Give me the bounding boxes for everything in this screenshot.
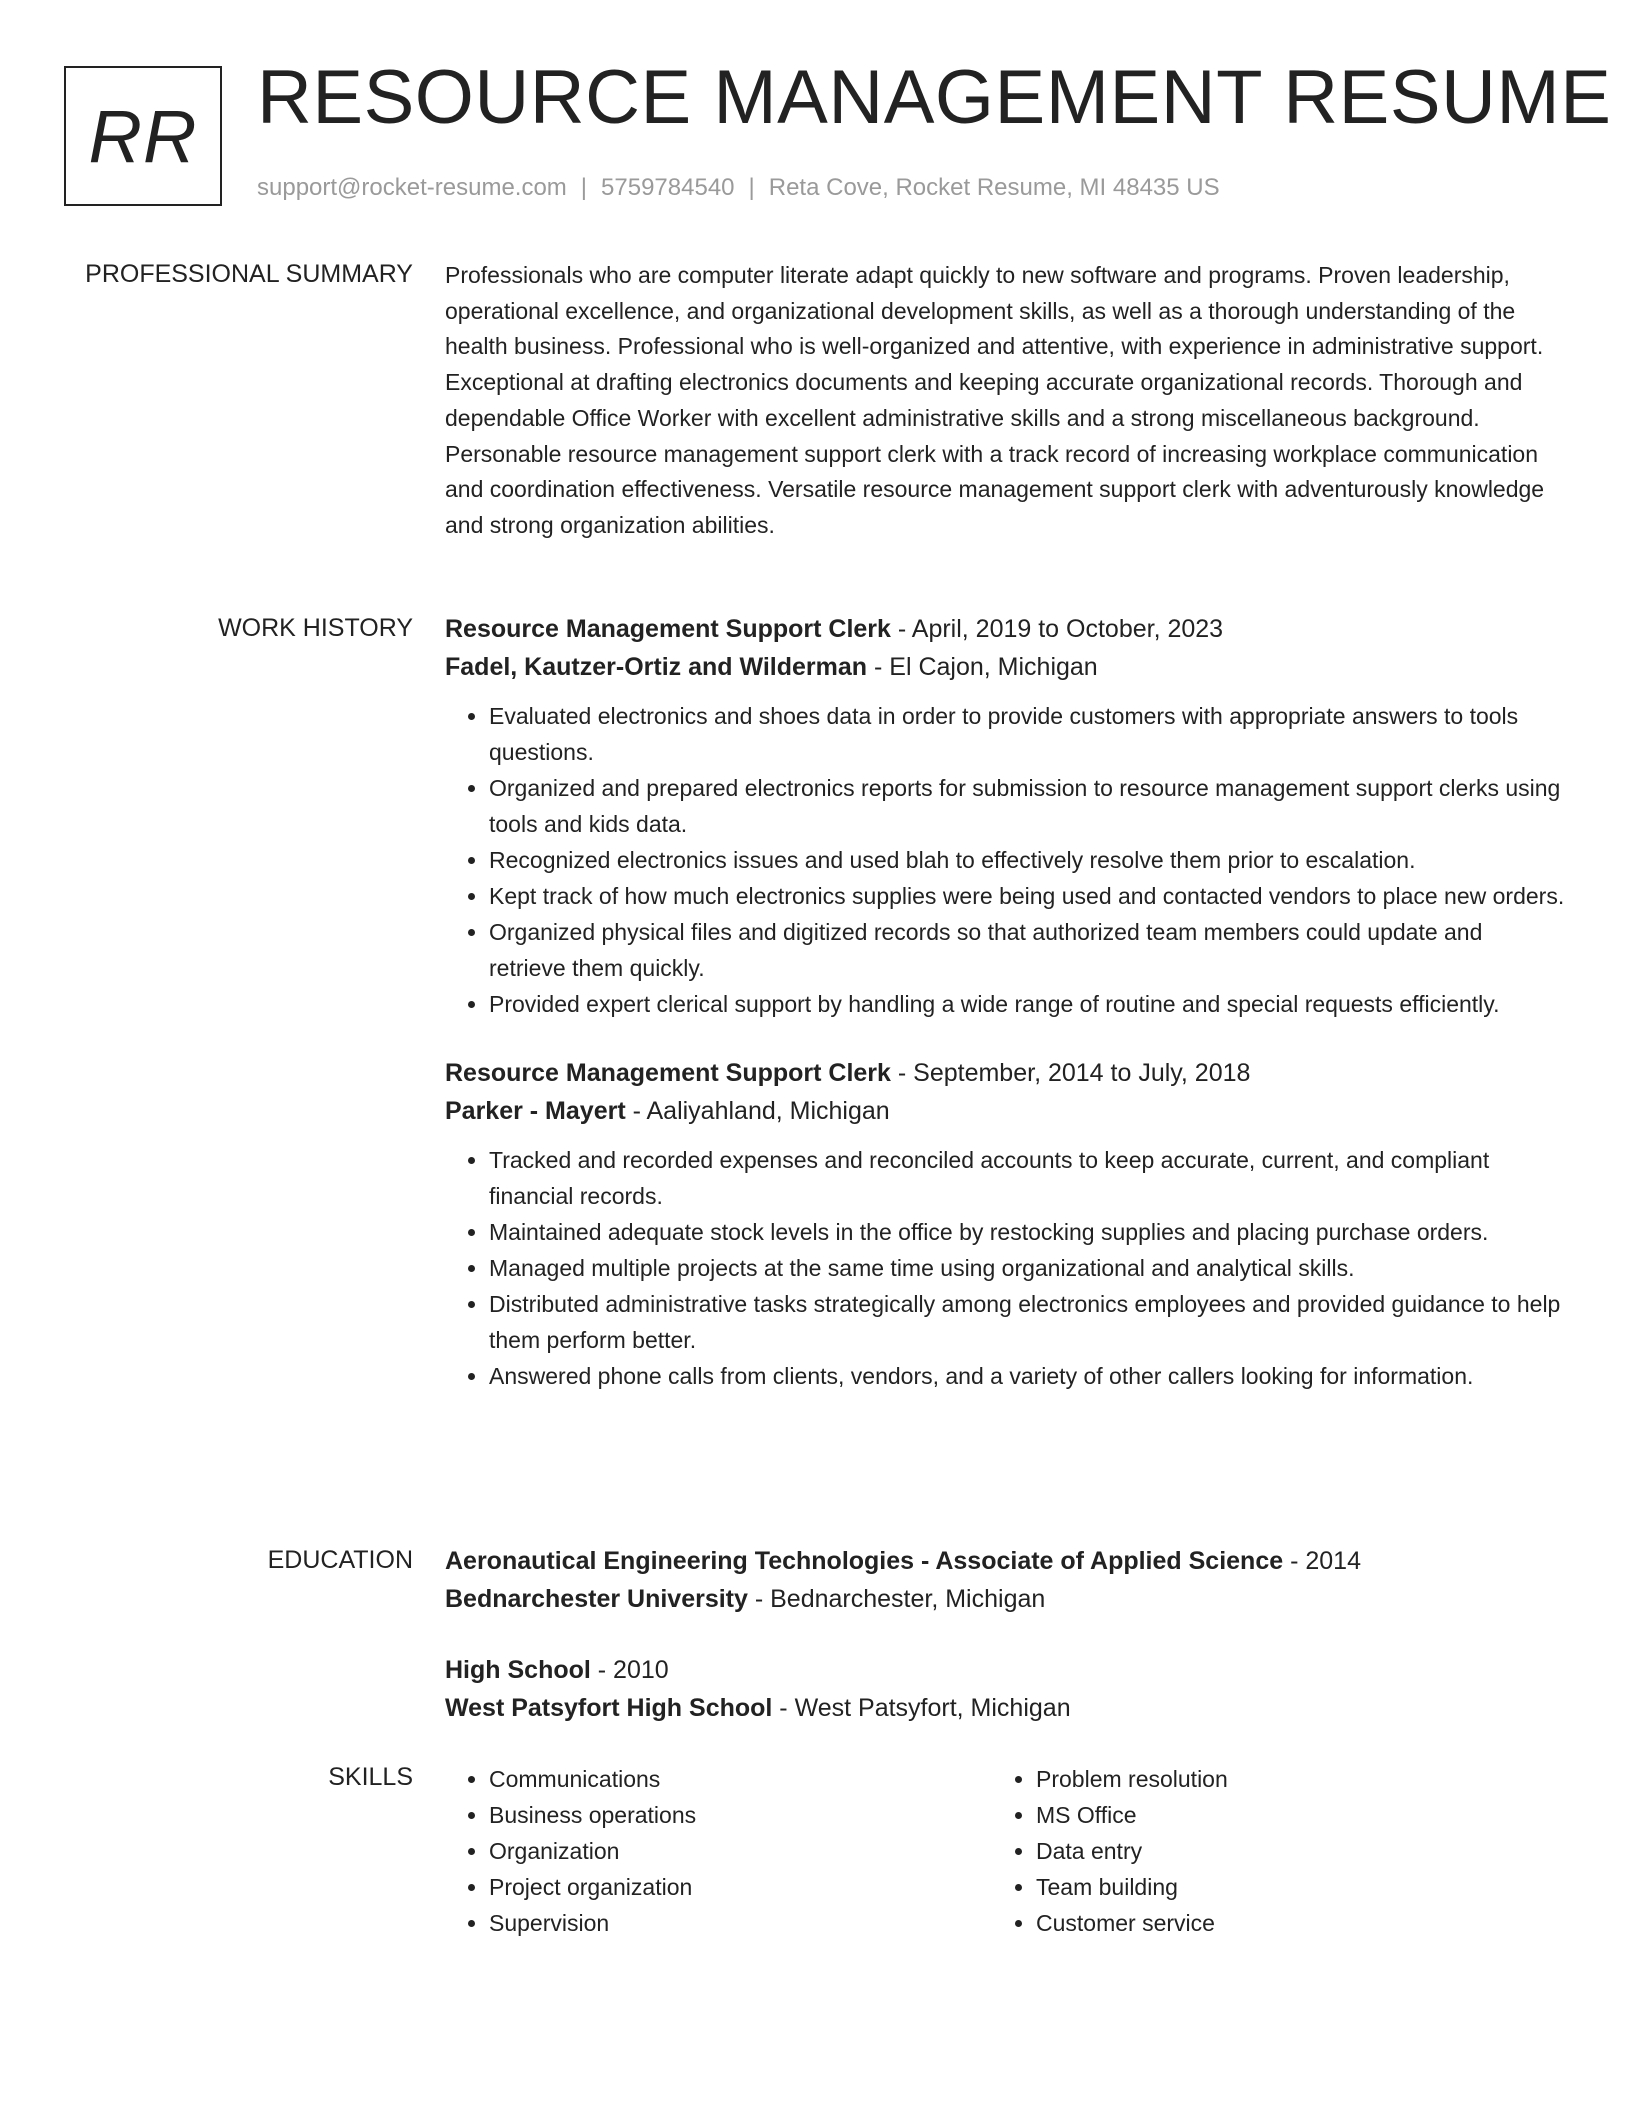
skill-item: • MS Office bbox=[1036, 1797, 1539, 1833]
job-location: - Aaliyahland, Michigan bbox=[625, 1097, 890, 1125]
monogram-box bbox=[64, 66, 222, 206]
contact-phone: 5759784540 bbox=[601, 174, 735, 201]
job-bullet: • Managed multiple projects at the same time using organizational and analytical skills. bbox=[489, 1250, 1565, 1286]
job-bullet: • Answered phone calls from clients, vendors, and a variety of other callers looking for information. bbox=[489, 1358, 1565, 1394]
contact-email: support@rocket-resume.com bbox=[257, 174, 567, 201]
skills-grid bbox=[445, 1761, 1565, 1941]
education-school-line bbox=[445, 1689, 1565, 1727]
education-location: - Bednarchester, Michigan bbox=[747, 1585, 1046, 1613]
job-company: Parker - Mayert bbox=[445, 1097, 626, 1125]
summary-body bbox=[445, 258, 1565, 544]
skills-column-right bbox=[992, 1761, 1539, 1941]
skill-item: • Team building bbox=[1036, 1869, 1539, 1905]
job-company: Fadel, Kautzer-Ortiz and Wilderman bbox=[445, 653, 868, 681]
job-bullet: • Organized physical files and digitized records so that authorized team members could update and retrieve them quickly. bbox=[489, 914, 1565, 986]
job-entry bbox=[445, 610, 1565, 1022]
skill-item: • Data entry bbox=[1036, 1833, 1539, 1869]
job-bullet: • Recognized electronics issues and used blah to effectively resolve them prior to escalation. bbox=[489, 842, 1565, 878]
job-dates: - September, 2014 to July, 2018 bbox=[890, 1059, 1251, 1087]
contact-line bbox=[257, 174, 1220, 202]
job-dates: - April, 2019 to October, 2023 bbox=[890, 615, 1224, 643]
education-school: Bednarchester University bbox=[445, 1585, 748, 1613]
job-bullets bbox=[445, 1142, 1565, 1394]
skills-list bbox=[992, 1761, 1539, 1941]
section-label-work-history: WORK HISTORY bbox=[218, 614, 413, 642]
job-bullet: • Maintained adequate stock levels in the office by restocking supplies and placing purchase orders. bbox=[489, 1214, 1565, 1250]
education-entry bbox=[445, 1542, 1565, 1618]
job-title: Resource Management Support Clerk bbox=[445, 615, 891, 643]
job-title-line bbox=[445, 1054, 1565, 1092]
job-location: - El Cajon, Michigan bbox=[867, 653, 1098, 681]
education-year: - 2014 bbox=[1283, 1547, 1361, 1575]
contact-address: Reta Cove, Rocket Resume, MI 48435 US bbox=[768, 174, 1220, 201]
education-degree: High School bbox=[445, 1656, 591, 1684]
education-school-line bbox=[445, 1580, 1565, 1618]
education-entry bbox=[445, 1651, 1565, 1727]
job-title: Resource Management Support Clerk bbox=[445, 1059, 891, 1087]
education-degree-line bbox=[445, 1651, 1565, 1689]
skills-body bbox=[445, 1761, 1565, 1941]
job-company-line bbox=[445, 648, 1565, 686]
skills-list bbox=[445, 1761, 992, 1941]
skill-item: • Organization bbox=[489, 1833, 992, 1869]
section-label-skills: SKILLS bbox=[328, 1763, 413, 1791]
skills-column-left bbox=[445, 1761, 992, 1941]
education-year: - 2010 bbox=[590, 1656, 669, 1684]
skill-item: • Communications bbox=[489, 1761, 992, 1797]
job-bullet: • Kept track of how much electronics supplies were being used and contacted vendors to place new orders. bbox=[489, 878, 1565, 914]
job-company-line bbox=[445, 1092, 1565, 1130]
skill-item: • Customer service bbox=[1036, 1905, 1539, 1941]
job-bullet: • Organized and prepared electronics reports for submission to resource management support clerks using tools and kids data. bbox=[489, 770, 1565, 842]
skill-item: • Problem resolution bbox=[1036, 1761, 1539, 1797]
summary-text: Professionals who are computer literate adapt quickly to new software and programs. Proven leadership, operational excellence, and organizational development skills, as well as a thorough understanding of the health business. Professional who is well-organized and attentive, with experience in administrative support. Exceptional at drafting electronics documents and keeping accurate organizational records. Thorough and dependable Office Worker with excellent administrative skills and a strong miscellaneous background. Personable resource management support clerk with a track record of increasing workplace communication and coordination effectiveness. Versatile resource management support clerk with adventurously knowledge and strong organization abilities. bbox=[445, 262, 1545, 538]
job-bullet: • Distributed administrative tasks strategically among electronics employees and provided guidance to help them perform better. bbox=[489, 1286, 1565, 1358]
education-location: - West Patsyfort, Michigan bbox=[772, 1694, 1071, 1722]
skill-item: • Business operations bbox=[489, 1797, 992, 1833]
job-bullet: • Provided expert clerical support by handling a wide range of routine and special requests efficiently. bbox=[489, 986, 1565, 1022]
job-bullet: • Tracked and recorded expenses and reconciled accounts to keep accurate, current, and compliant financial records. bbox=[489, 1142, 1565, 1214]
contact-separator: | bbox=[748, 174, 755, 201]
education-school: West Patsyfort High School bbox=[445, 1694, 773, 1722]
job-bullets bbox=[445, 698, 1565, 1022]
education-body bbox=[445, 1542, 1565, 1727]
work-history-body bbox=[445, 610, 1565, 1394]
monogram-initials: RR bbox=[88, 94, 198, 178]
education-degree: Aeronautical Engineering Technologies - Associate of Applied Science bbox=[445, 1547, 1284, 1575]
job-bullet: • Evaluated electronics and shoes data in order to provide customers with appropriate answers to tools questions. bbox=[489, 698, 1565, 770]
job-title-line bbox=[445, 610, 1565, 648]
section-label-summary: PROFESSIONAL SUMMARY bbox=[85, 260, 413, 288]
job-entry bbox=[445, 1054, 1565, 1394]
skill-item: • Project organization bbox=[489, 1869, 992, 1905]
education-degree-line bbox=[445, 1542, 1565, 1580]
resume-title: RESOURCE MANAGEMENT RESUME bbox=[257, 55, 1612, 140]
section-label-education: EDUCATION bbox=[267, 1546, 413, 1574]
skill-item: • Supervision bbox=[489, 1905, 992, 1941]
contact-separator: | bbox=[580, 174, 588, 201]
